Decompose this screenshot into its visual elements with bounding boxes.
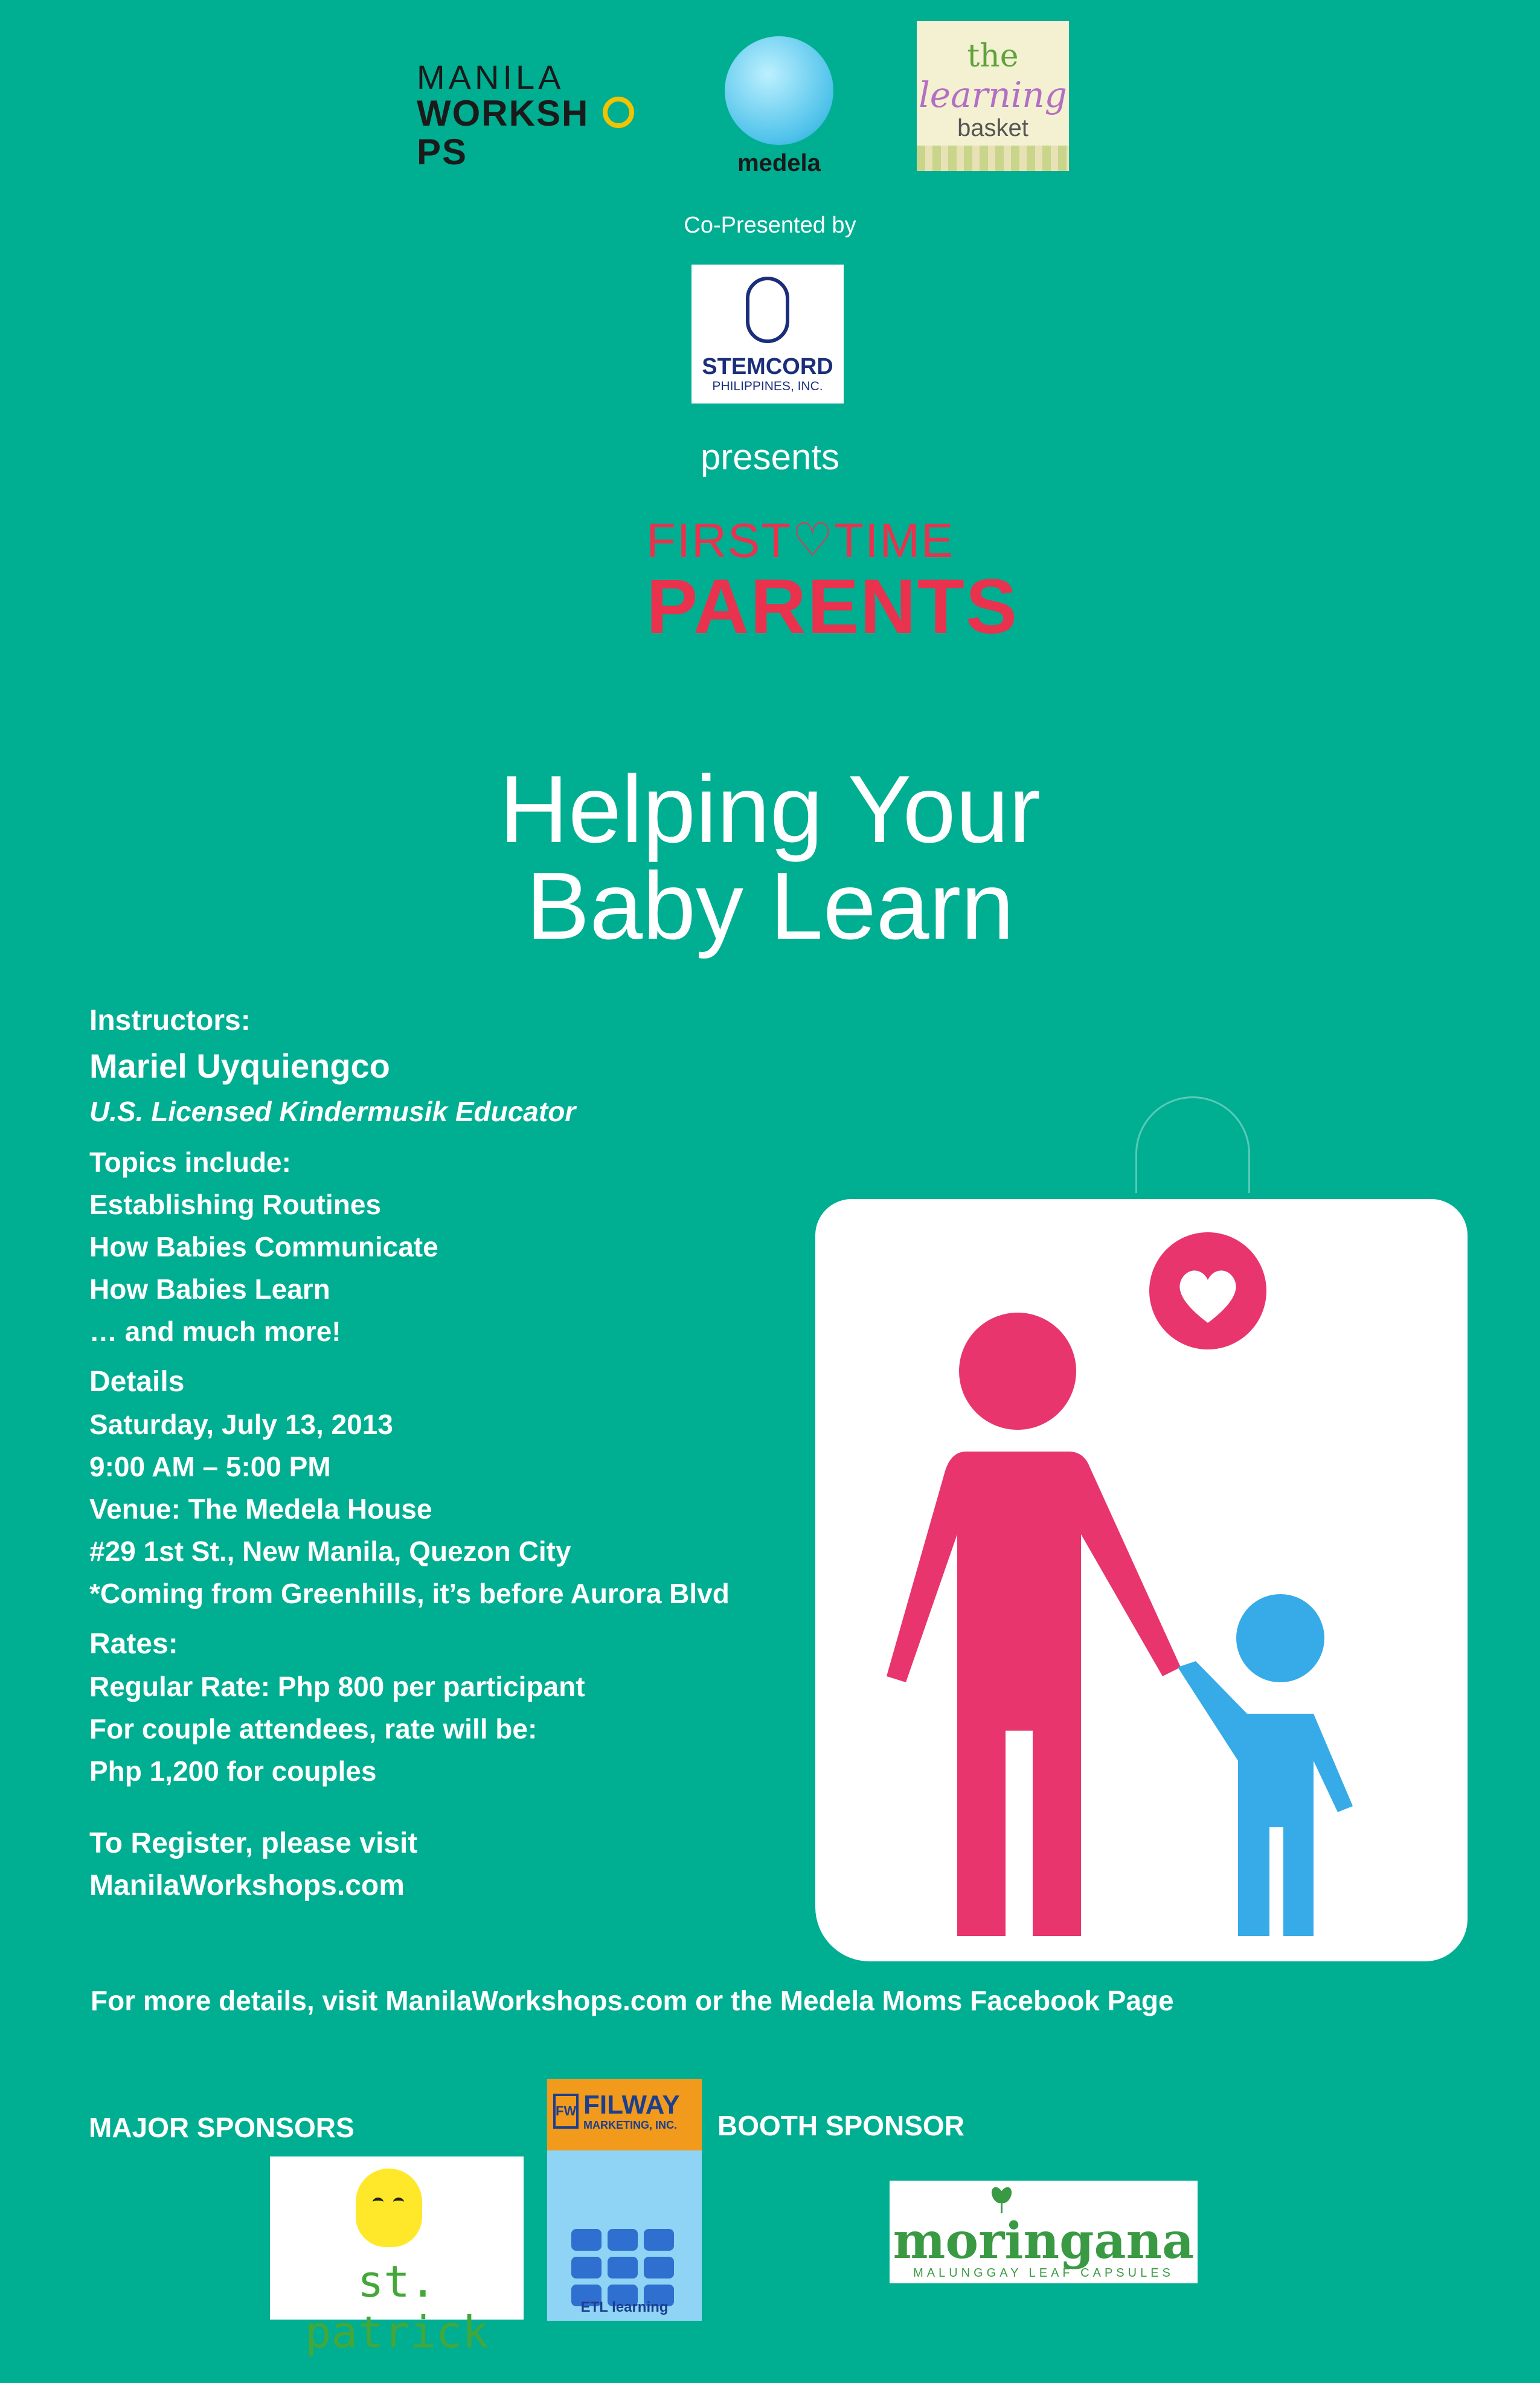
etl-learning-text: ETL learning bbox=[580, 2299, 669, 2315]
stemcord-logo bbox=[691, 265, 844, 404]
etl-learning-image bbox=[547, 2150, 702, 2321]
manila-workshops-logo-line1: MANILA bbox=[417, 58, 565, 96]
register-link[interactable]: To Register, please visit ManilaWorkshops.com bbox=[89, 1827, 418, 1902]
moringana-sub: MALUNGGAY LEAF CAPSULES bbox=[913, 2266, 1174, 2280]
heart-icon: ♡ bbox=[792, 515, 835, 566]
filway-fw-mark: FW bbox=[553, 2094, 579, 2129]
mother-baby-icon bbox=[725, 36, 833, 145]
rates-couple: Php 1,200 for couples bbox=[89, 1755, 377, 1787]
child-figure bbox=[1178, 1594, 1353, 1936]
filway-sub: MARKETING, INC. bbox=[583, 2119, 677, 2131]
instructors-heading: Instructors: bbox=[89, 1005, 251, 1037]
filway-logo bbox=[547, 2079, 702, 2321]
topic-item: … and much more! bbox=[89, 1316, 341, 1347]
parent-child-svg bbox=[815, 1199, 1468, 1961]
spiral-icon bbox=[603, 97, 634, 128]
parent-figure bbox=[887, 1313, 1181, 1936]
manila-workshops-logo-line2: WORKSH bbox=[417, 93, 589, 133]
rates-couple-intro: For couple attendees, rate will be: bbox=[89, 1713, 537, 1745]
parent-child-illustration bbox=[815, 1199, 1468, 1961]
moringana-logo bbox=[890, 2181, 1198, 2283]
details-date: Saturday, July 13, 2013 bbox=[89, 1409, 393, 1440]
learning-basket-word1: the bbox=[967, 38, 1019, 74]
chick-icon bbox=[356, 2169, 422, 2247]
more-details-text: For more details, visit ManilaWorkshops.com or the Medela Moms Facebook Page bbox=[91, 1985, 1174, 2016]
instructor-name: Mariel Uyquiengco bbox=[89, 1047, 390, 1085]
manila-workshops-logo bbox=[417, 58, 664, 172]
blocks-icon bbox=[571, 2229, 680, 2306]
manila-workshops-logo-line2b: PS bbox=[417, 132, 468, 172]
details-heading: Details bbox=[89, 1366, 185, 1398]
stemcord-mark-icon bbox=[746, 277, 789, 343]
stemcord-logo-line1: STEMCORD bbox=[702, 354, 833, 379]
details-address: #29 1st St., New Manila, Quezon City bbox=[89, 1536, 571, 1567]
instructor-role: U.S. Licensed Kindermusik Educator bbox=[89, 1096, 576, 1127]
moringana-text: moringana bbox=[893, 2212, 1195, 2270]
vine-decoration bbox=[917, 146, 1069, 171]
learning-basket-word2: learning bbox=[919, 74, 1067, 115]
card-hanger bbox=[1135, 1096, 1250, 1193]
rates-regular: Regular Rate: Php 800 per participant bbox=[89, 1671, 585, 1702]
leaf-icon bbox=[989, 2184, 1013, 2214]
co-presented-label: Co-Presented by bbox=[684, 213, 856, 238]
details-time: 9:00 AM – 5:00 PM bbox=[89, 1451, 331, 1482]
page-title bbox=[0, 756, 1540, 959]
details-note: *Coming from Greenhills, it’s before Aurora Blvd bbox=[89, 1578, 730, 1609]
ftp-time: TIME bbox=[834, 513, 955, 567]
ftp-parents: PARENTS bbox=[646, 564, 1019, 650]
first-time-parents-logo bbox=[646, 513, 1019, 661]
learning-basket-logo bbox=[917, 21, 1069, 171]
rates-heading: Rates: bbox=[89, 1628, 178, 1660]
presents-label: presents bbox=[700, 437, 840, 477]
topic-item: How Babies Communicate bbox=[89, 1231, 438, 1262]
title-line2: Baby Learn bbox=[525, 853, 1015, 959]
major-sponsors-label: MAJOR SPONSORS bbox=[89, 2112, 355, 2143]
filway-name: FILWAY bbox=[583, 2090, 680, 2120]
medela-logo-text: medela bbox=[737, 150, 821, 176]
event-info bbox=[89, 1000, 730, 1907]
topic-item: How Babies Learn bbox=[89, 1273, 330, 1305]
st-patrick-logo bbox=[270, 2156, 524, 2358]
learning-basket-word3: basket bbox=[957, 115, 1028, 141]
medela-moms-logo bbox=[722, 36, 836, 175]
stemcord-logo-line2: PHILIPPINES, INC. bbox=[712, 379, 823, 393]
ftp-first: FIRST bbox=[646, 513, 792, 567]
st-patrick-text: st. patrick bbox=[305, 2256, 489, 2358]
booth-sponsor-label: BOOTH SPONSOR bbox=[717, 2110, 964, 2141]
topics-heading: Topics include: bbox=[89, 1146, 291, 1178]
title-line1: Helping Your bbox=[499, 756, 1041, 863]
topic-item: Establishing Routines bbox=[89, 1189, 382, 1220]
details-venue: Venue: The Medela House bbox=[89, 1493, 432, 1525]
